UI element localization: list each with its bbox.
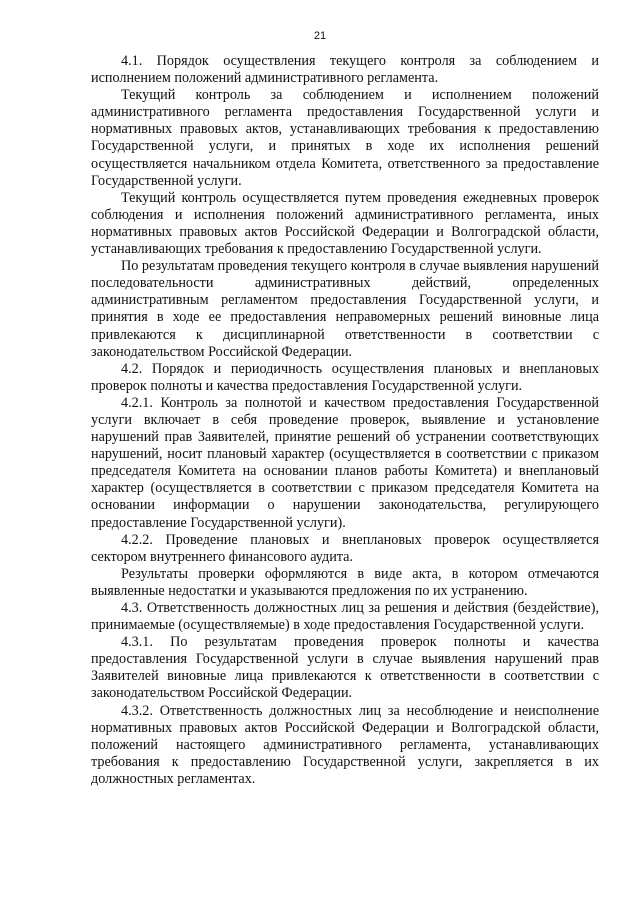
paragraph-4-2-1: 4.2.1. Контроль за полнотой и качеством предоставления Государственной услуги включает в себя проведение проверок, выявление и установление нарушений прав Заявителей, принятие решений об устранении соответствующих нарушений, носит плановый характер (осуществляется в соответствии с приказом председателя Комитета на основании планов работы Комитета) и внеплановый характер (осуществляется в соответствии с приказом председателя Комитета на основании информации о нарушении законодательства, регулирующего предоставление Государственной услуги). (91, 394, 599, 531)
paragraph: Результаты проверки оформляются в виде акта, в котором отмечаются выявленные недостатки и указываются предложения по их устранению. (91, 565, 599, 599)
paragraph-4-3-1: 4.3.1. По результатам проведения проверок полноты и качества предоставления Государственной услуги в случае выявления нарушений прав Заявителей виновные лица привлекаются к ответственности в соответствии с законодательством Российской Федерации. (91, 634, 599, 702)
section-4-2-heading: 4.2. Порядок и периодичность осуществления плановых и внеплановых проверок полноты и качества предоставления Государственной услуги. (91, 360, 599, 394)
paragraph-4-2-2: 4.2.2. Проведение плановых и внеплановых проверок осуществляется сектором внутреннего финансового аудита. (91, 531, 599, 565)
paragraph: Текущий контроль за соблюдением и исполнением положений административного регламента предоставления Государственной услуги и нормативных правовых актов, устанавливающих требования к предоставлению Государственной услуги, и принятых в ходе их исполнения решений осуществляется начальником отдела Комитета, ответственного за предоставление Государственной услуги. (91, 87, 599, 189)
paragraph: Текущий контроль осуществляется путем проведения ежедневных проверок соблюдения и исполнения положений административного регламента, иных нормативных правовых актов Российской Федерации и Волгоградской области, устанавливающих требования к предоставлению Государственной услуги. (91, 189, 599, 258)
document-body (91, 53, 599, 788)
section-4-1-heading: 4.1. Порядок осуществления текущего контроля за соблюдением и исполнением положений административного регламента. (91, 53, 599, 87)
section-4-3-heading: 4.3. Ответственность должностных лиц за решения и действия (бездействие), принимаемые (осуществляемые) в ходе предоставления Государственной услуги. (91, 600, 599, 634)
paragraph: По результатам проведения текущего контроля в случае выявления нарушений последовательности административных действий, определенных административным регламентом предоставления Государственной услуги, и принятия в ходе ее предоставления неправомерных решений виновные лица привлекаются к дисциплинарной ответственности в соответствии с законодательством Российской Федерации. (91, 258, 599, 360)
paragraph-4-3-2: 4.3.2. Ответственность должностных лиц за несоблюдение и неисполнение нормативных правовых актов Российской Федерации и Волгоградской области, положений настоящего административного регламента, устанавливающих требования к предоставлению Государственной услуги, закрепляется в их должностных регламентах. (91, 702, 599, 787)
page-number: 21 (313, 30, 327, 42)
